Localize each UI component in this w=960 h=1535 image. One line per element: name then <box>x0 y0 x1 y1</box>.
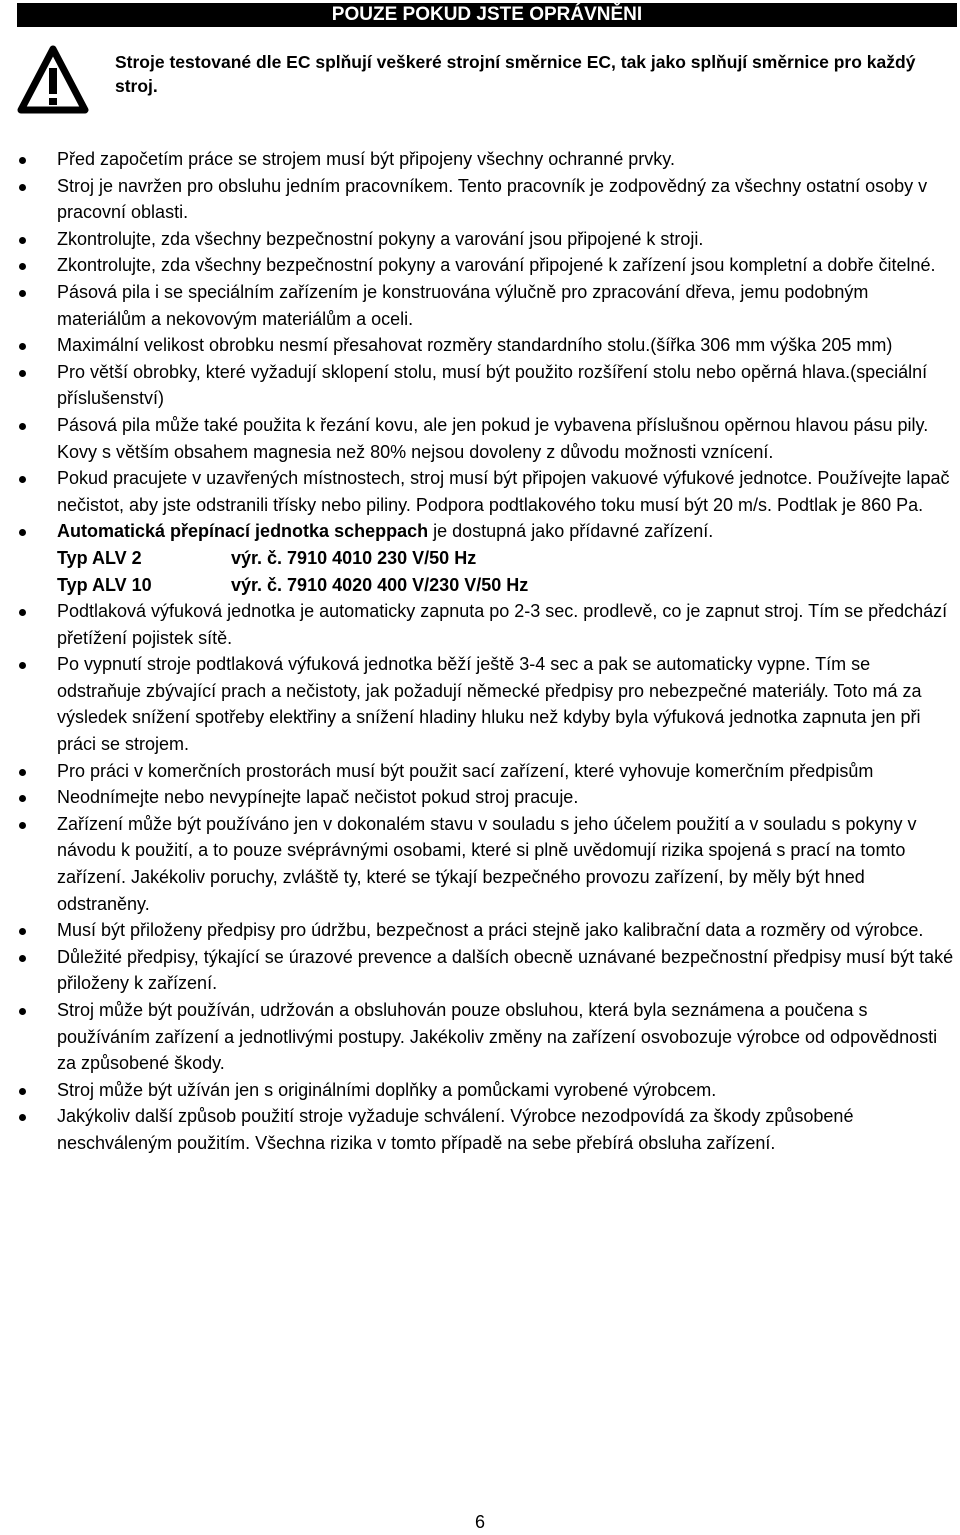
list-item: Po vypnutí stroje podtlaková výfuková jednotka běží ještě 3-4 sec a pak se automaticky vypne. Tím se odstraňuje zbývající prach a nečistoty, jak požadují německé předpisy pro nebezpečné materiály. Toto má za výsledek snížení spotřeby elektřiny a snížení hladiny hluku než kdyby byla výfuková jednotka zapnuta jen při práci se strojem. <box>0 651 960 757</box>
type-line <box>57 572 956 599</box>
list-item: Zařízení může být používáno jen v dokonalém stavu v souladu s jeho účelem použití a v souladu s pokyny v návodu k použití, a to pouze svéprávnými osobami, které si plně uvědomují rizika spojená s prací na tomto zařízení. Jakékoliv poruchy, zvláště ty, které se týkají bezpečného provozu zařízení, by měly být hned odstraněny. <box>0 811 960 917</box>
type-spec: výr. č. 7910 4020 400 V/230 V/50 Hz <box>231 574 529 595</box>
bullet-icon <box>19 529 26 536</box>
list-item: Pásová pila i se speciálním zařízením je konstruována výlučně pro zpracování dřeva, jemu podobným materiálům a nekovovým materiálům a oceli. <box>0 279 960 332</box>
page-number: 6 <box>474 1512 485 1532</box>
type-name: Typ ALV 2 <box>57 547 142 568</box>
list-item: Podtlaková výfuková jednotka je automaticky zapnuta po 2-3 sec. prodlevě, co je zapnut stroj. Tím se předchází přetížení pojistek sítě. <box>0 598 960 651</box>
bullet-icon <box>19 263 26 270</box>
bullet-icon <box>19 290 26 297</box>
section-header: POUZE POKUD JSTE OPRÁVNĚNI <box>17 3 957 27</box>
automatic-unit-rest: je dostupná jako přídavné zařízení. <box>428 521 714 542</box>
bullet-icon <box>19 662 26 669</box>
bullet-icon <box>19 769 26 776</box>
bullet-icon <box>19 237 26 244</box>
warning-triangle-icon <box>17 44 89 116</box>
bullet-icon <box>19 184 26 191</box>
list-item: Před započetím práce se strojem musí být připojeny všechny ochranné prvky. <box>0 146 960 173</box>
bullet-icon <box>19 157 26 164</box>
list-item: Stroj může být užíván jen s originálními doplňky a pomůckami vyrobené výrobcem. <box>0 1077 960 1104</box>
list-item: Jakýkoliv další způsob použití stroje vyžaduje schválení. Výrobce nezodpovídá za škody způsobené neschváleným použitím. Všechna rizika v tomto případě na sebe přebírá obsluha zařízení. <box>0 1103 960 1156</box>
bullet-icon <box>19 1008 26 1015</box>
list-item: Stroj je navržen pro obsluhu jedním pracovníkem. Tento pracovník je zodpovědný za všechny ostatní osoby v pracovní oblasti. <box>0 173 960 226</box>
warning-statement: Stroje testované dle EC splňují veškeré strojní směrnice EC, tak jako splňují směrnice pro každý stroj. <box>115 52 916 96</box>
bullet-icon <box>19 609 26 616</box>
automatic-unit-lead: Automatická přepínací jednotka scheppach <box>57 521 429 542</box>
type-line <box>57 545 956 572</box>
list-item: Zkontrolujte, zda všechny bezpečnostní pokyny a varování jsou připojené k stroji. <box>0 226 960 253</box>
list-item: Pokud pracujete v uzavřených místnostech, stroj musí být připojen vakuové výfukové jednotce. Používejte lapač nečistot, aby jste odstranili třísky nebo piliny. Podpora podtlakového toku musí být 20 m/s. Podtlak je 860 Pa. <box>0 465 960 518</box>
bullet-icon <box>19 343 26 350</box>
list-item: Důležité předpisy, týkající se úrazové prevence a dalších obecně uznávané bezpečnostní předpisy musí být také přiloženy k zařízení. <box>0 944 960 997</box>
bullet-icon <box>19 1114 26 1121</box>
bullet-icon <box>19 822 26 829</box>
safety-rules-list <box>0 146 960 1157</box>
bullet-icon <box>19 955 26 962</box>
list-item: Neodnímejte nebo nevypínejte lapač nečistot pokud stroj pracuje. <box>0 784 960 811</box>
list-item: Pro větší obrobky, které vyžadují sklopení stolu, musí být použito rozšíření stolu nebo opěrná hlava.(speciální příslušenství) <box>0 359 960 412</box>
bullet-icon <box>19 476 26 483</box>
list-item: Pro práci v komerčních prostorách musí být použit sací zařízení, které vyhovuje komerčním předpisům <box>0 758 960 785</box>
type-name: Typ ALV 10 <box>57 574 152 595</box>
list-item: Musí být přiloženy předpisy pro údržbu, bezpečnost a práci stejně jako kalibrační data a rozměry od výrobce. <box>0 917 960 944</box>
type-spec: výr. č. 7910 4010 230 V/50 Hz <box>231 547 477 568</box>
bullet-icon <box>19 370 26 377</box>
bullet-icon <box>19 795 26 802</box>
list-item: Maximální velikost obrobku nesmí přesahovat rozměry standardního stolu.(šířka 306 mm výška 205 mm) <box>0 332 960 359</box>
bullet-icon <box>19 928 26 935</box>
list-item: Pásová pila může také použita k řezání kovu, ale jen pokud je vybavena příslušnou opěrnou hlavou pásu pily. Kovy s větším obsahem magnesia než 80% nejsou dovoleny z důvodu možnosti vznícení. <box>0 412 960 465</box>
list-item-automatic-unit <box>0 518 960 598</box>
list-item: Zkontrolujte, zda všechny bezpečnostní pokyny a varování připojené k zařízení jsou kompletní a dobře čitelné. <box>0 252 960 279</box>
list-item: Stroj může být používán, udržován a obsluhován pouze obsluhou, která byla seznámena a poučena s používáním zařízení a jednotlivými postupy. Jakékoliv změny na zařízení osvobozuje výrobce od odpovědnosti za způsobené škody. <box>0 997 960 1077</box>
bullet-icon <box>19 423 26 430</box>
bullet-icon <box>19 1088 26 1095</box>
